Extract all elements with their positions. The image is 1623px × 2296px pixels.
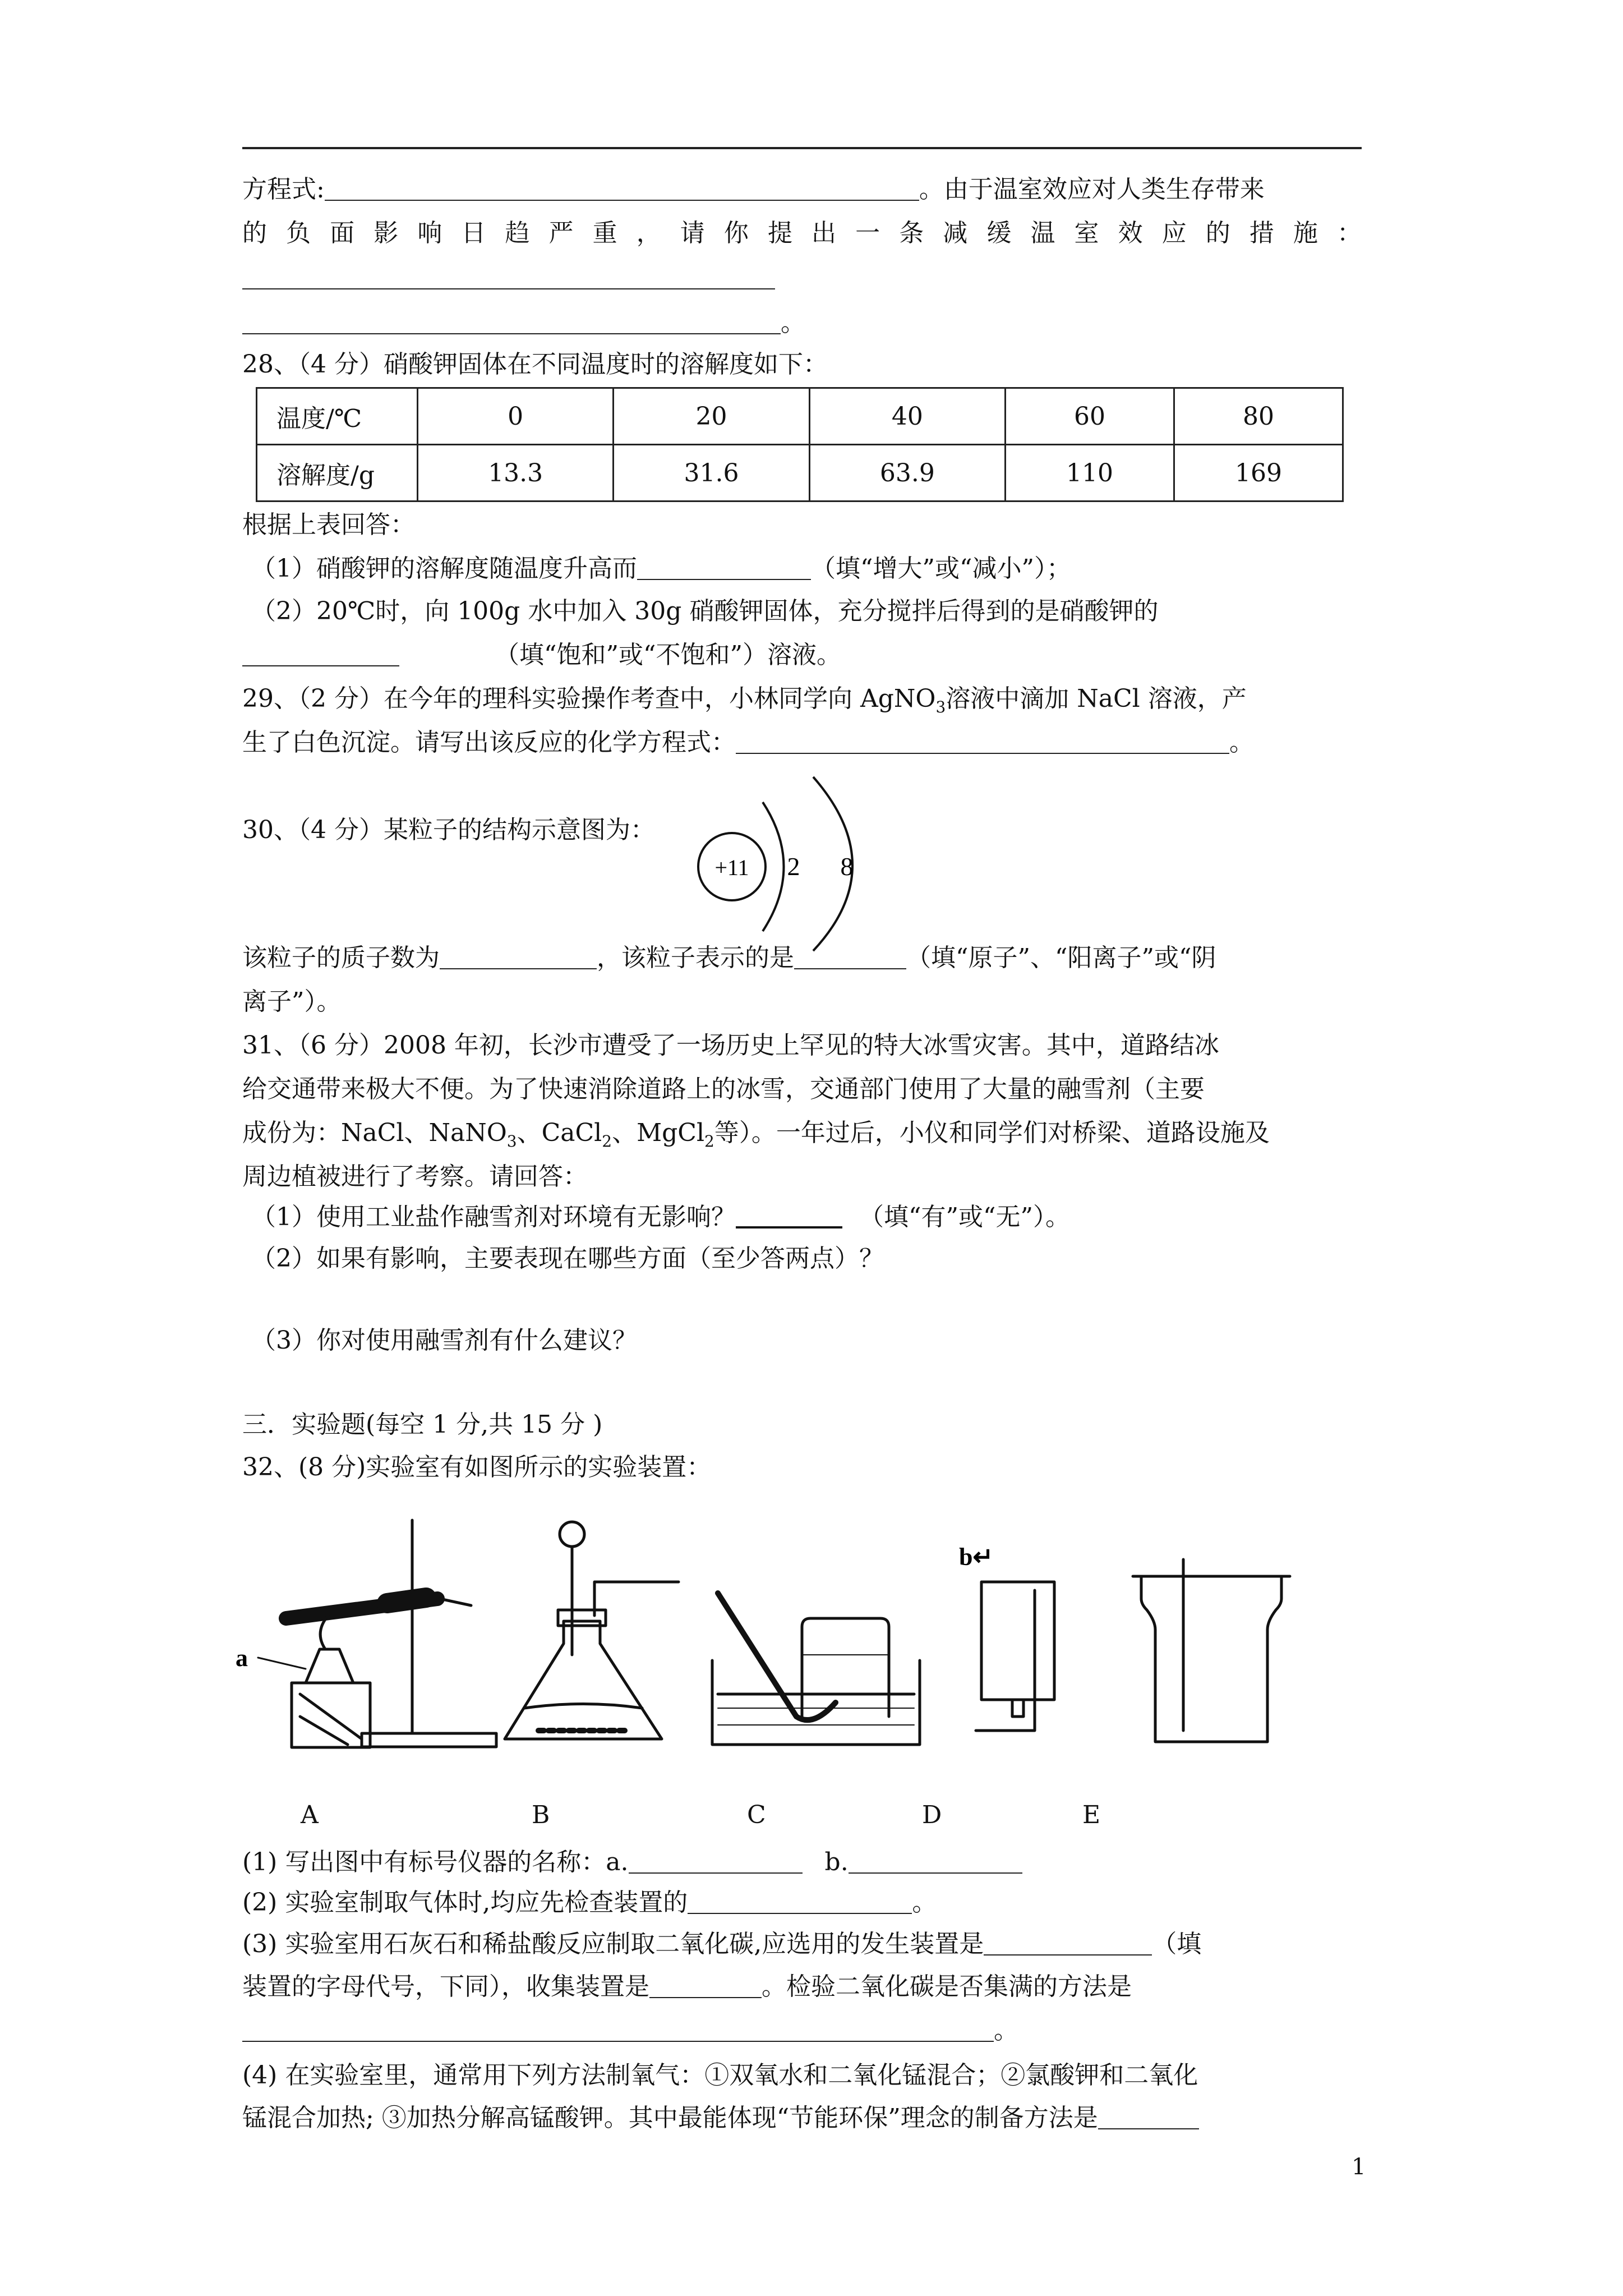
q30-title: 30、（4 分）某粒子的结构示意图为： [242, 816, 655, 844]
table-cell: 20 [614, 388, 809, 445]
fig-label-C: C [747, 1801, 766, 1829]
delivery-tube-D [976, 1590, 1035, 1731]
alcohol-lamp [306, 1649, 353, 1683]
q30-line2: 离子”）。 [242, 987, 342, 1016]
table-header-cell: 温度/℃ [257, 388, 418, 445]
table-cell: 0 [418, 388, 614, 445]
q30-line1: 该粒子的质子数为 ，该粒子表示的是 （填“原子”、“阳离子”或“阴 [242, 944, 1216, 972]
apparatus-C [712, 1593, 920, 1745]
answer-blank[interactable] [1098, 2104, 1199, 2129]
tube-stopper [387, 1598, 426, 1603]
apparatus-figure [236, 1509, 1413, 1801]
answer-blank[interactable] [242, 264, 775, 289]
answer-blank[interactable] [736, 728, 1229, 754]
answer-blank[interactable] [649, 1972, 762, 1998]
table-cell: 110 [1006, 445, 1174, 501]
q27-line1: 方程式: 。由于温室效应对人类生存带来 [242, 175, 1265, 204]
fig-label-E: E [1082, 1801, 1101, 1829]
q27-line4: 。 [242, 306, 805, 340]
q31-line4: 周边植被进行了考察。请回答： [242, 1162, 588, 1191]
q27-line2: 的负面影响日趋严重，请你提出一条减缓温室效应的措施： [242, 219, 1362, 247]
table-header-cell: 溶解度/g [257, 445, 418, 501]
apparatus-D [976, 1582, 1054, 1731]
shell1-electrons: 2 [787, 852, 800, 881]
table-row [257, 388, 1343, 445]
solubility-table [256, 387, 1344, 502]
table-cell: 13.3 [418, 445, 614, 501]
answer-blank[interactable] [794, 944, 906, 969]
q31-q1: （1）使用工业盐作融雪剂对环境有无影响？ （填“有”或“无”）。 [251, 1203, 1070, 1231]
answer-blank[interactable] [736, 1202, 842, 1228]
flask-stopper [558, 1610, 606, 1626]
collection-bottle-D [981, 1582, 1054, 1700]
table-row [257, 445, 1343, 501]
q31-line1: 31、（6 分）2008 年初，长沙市遭受了一场历史上罕见的特大冰雪灾害。其中，道路结冰 [242, 1031, 1219, 1060]
table-cell: 40 [809, 388, 1005, 445]
shell2-electrons: 8 [840, 852, 854, 881]
answer-blank[interactable] [325, 175, 919, 201]
q31-line3: 成份为：NaCl、NaNO$_3$、CaCl$_2$、MgCl$_2$等）。一年过后，小仪和同学们对桥梁、道路设施及 [242, 1119, 1270, 1151]
label-b: b↵ [959, 1543, 994, 1571]
inverted-bottle [802, 1618, 889, 1717]
q31-q2: （2）如果有影响，主要表现在哪些方面（至少答两点）？ [251, 1244, 884, 1273]
q32-title: 32、(8 分)实验室有如图所示的实验装置： [242, 1453, 712, 1481]
nucleus-charge: +11 [714, 855, 749, 880]
answer-blank[interactable] [637, 554, 811, 580]
answer-blank[interactable] [688, 1888, 912, 1914]
q28-q2-line2: （填“饱和”或“不饱和”）溶液。 [242, 638, 841, 672]
answer-blank[interactable] [440, 944, 597, 969]
stand-base [362, 1733, 496, 1747]
q32-q4-line2: 锰混合加热; ③加热分解高锰酸钾。其中最能体现“节能环保”理念的制备方法是 [242, 2101, 1199, 2135]
conical-flask [505, 1621, 662, 1739]
page-number: 1 [1352, 2154, 1366, 2180]
fig-label-B: B [532, 1801, 550, 1829]
fig-label-D: D [922, 1801, 942, 1829]
table-cell: 60 [1006, 388, 1174, 445]
answer-blank[interactable] [629, 1848, 803, 1874]
q32-q1: (1) 写出图中有标号仪器的名称：a. b. [242, 1846, 1022, 1879]
q28-q2-line1: （2）20℃时，向 100g 水中加入 30g 硝酸钾固体，充分搅拌后得到的是硝酸钾的 [251, 597, 1159, 625]
flask-liquid [524, 1704, 642, 1709]
q32-q4-line1: (4) 在实验室里，通常用下列方法制氧气：①双氧水和二氧化锰混合；②氯酸钾和二氧化 [242, 2061, 1198, 2090]
q28-title: 28、（4 分）硝酸钾固体在不同温度时的溶解度如下： [242, 350, 828, 379]
pointer-a [258, 1658, 306, 1669]
table-cell: 80 [1174, 388, 1343, 445]
q28-intro: 根据上表回答： [242, 510, 415, 539]
funnel-bulb [560, 1522, 584, 1547]
answer-blank[interactable] [242, 2016, 994, 2042]
q29-line1: 29、（2 分）在今年的理科实验操作考查中，小林同学向 AgNO$_3$溶液中滴加 NaCl 溶液，产 [242, 684, 1247, 716]
q27-line3 [242, 261, 775, 295]
answer-blank[interactable] [984, 1930, 1152, 1955]
q32-q3-line2: 装置的字母代号，下同），收集装置是 。检验二氧化碳是否集满的方法是 [242, 1972, 1132, 2001]
gas-jar-E [1141, 1576, 1281, 1742]
table-cell: 31.6 [614, 445, 809, 501]
q32-q3-line3: 。 [242, 2014, 1018, 2047]
bottle-neck-D [1012, 1700, 1023, 1717]
q32-q3-line1: (3) 实验室用石灰石和稀盐酸反应制取二氧化碳,应选用的发生装置是 （填 [242, 1930, 1202, 1958]
q31-line2: 给交通带来极大不便。为了快速消除道路上的冰雪，交通部门使用了大量的融雪剂（主要 [242, 1075, 1205, 1103]
answer-blank[interactable] [242, 309, 781, 334]
q28-q1: （1）硝酸钾的溶解度随温度升高而 （填“增大”或“减小”）； [251, 554, 1071, 583]
q31-q3: （3）你对使用融雪剂有什么建议？ [251, 1326, 637, 1355]
fig-label-A: A [301, 1801, 319, 1829]
table-cell: 169 [1174, 445, 1343, 501]
answer-blank[interactable] [849, 1848, 1022, 1874]
atom-structure-diagram [684, 774, 909, 954]
apparatus-A [258, 1520, 496, 1747]
apparatus-B [505, 1522, 679, 1739]
header-rule [242, 147, 1362, 149]
apparatus-E [1133, 1559, 1290, 1742]
table-cell: 63.9 [809, 445, 1005, 501]
gas-tube [718, 1593, 836, 1720]
q29-line2: 生了白色沉淀。请写出该反应的化学方程式： 。 [242, 728, 1254, 757]
label-a: a [236, 1644, 248, 1672]
section3-title: 三．实验题(每空 1 分,共 15 分 ) [242, 1410, 603, 1439]
answer-blank[interactable] [242, 641, 399, 666]
q32-q2: (2) 实验室制取气体时,均应先检查装置的 。 [242, 1888, 937, 1917]
